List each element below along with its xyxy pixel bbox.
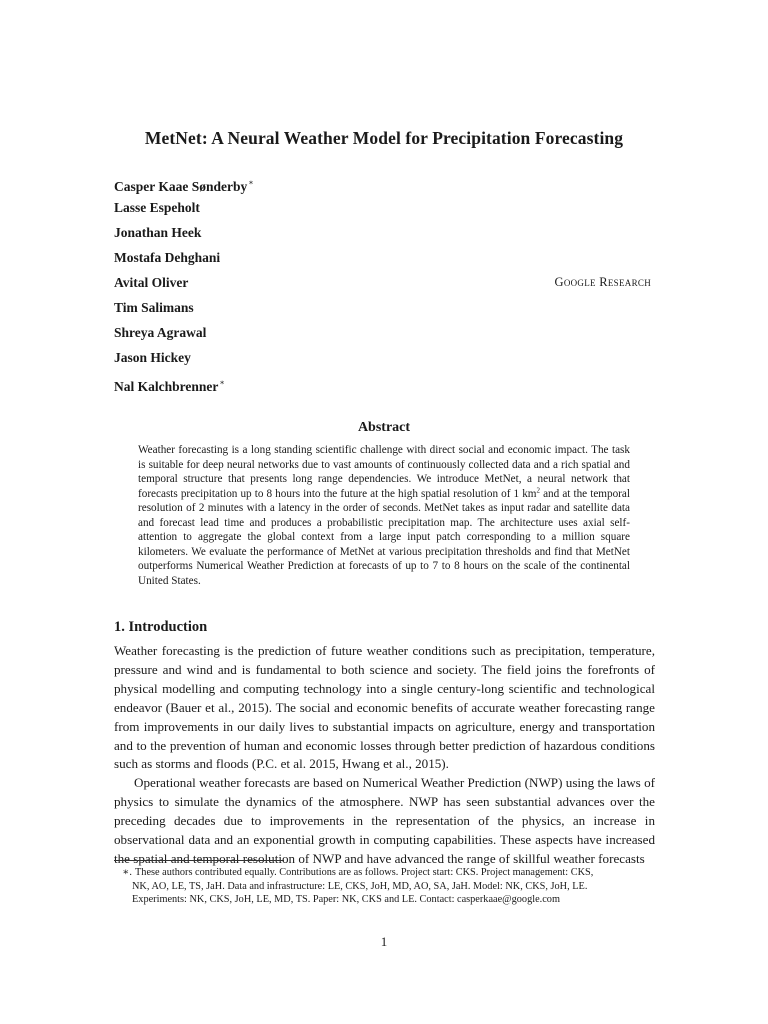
paper-title: MetNet: A Neural Weather Model for Precipitation Forecasting xyxy=(144,128,624,148)
footnote-mark: ∗. xyxy=(122,867,132,878)
paragraph: Operational weather forecasts are based on Numerical Weather Prediction (NWP) using the laws of physics to simulate the dynamics of the atmosphere. NWP has seen substantial advances over the preceding decades due to improvements in the representation of the physics, an increase in observational data and an exponential growth in computing capabilities. These aspects have increased the spatial and temporal resolution of NWP and have advanced the range of skillful weather forecasts xyxy=(114,775,655,866)
abstract-heading: Abstract xyxy=(357,420,411,435)
page-number: 1 xyxy=(380,934,388,949)
author-name: Casper Kaae Sønderby∗ xyxy=(114,178,254,194)
footnote-line: NK, AO, LE, TS, JaH. Data and infrastructure: LE, CKS, JoH, MD, AO, SA, JaH. Model: NK, CKS, JoH, LE. xyxy=(132,880,588,892)
abstract-text: Weather forecasting is a long standing scientific challenge with direct social and economic impact. The task is suitable for deep neural networks due to vast amounts of continuously collected data and a rich spatial and temporal structure that presents long range dependencies. We introduce MetNet, a neural network that forecasts precipitation up to 8 hours into the future at the high spatial resolution of 1 $km^2$ and at the temporal resolution of 2 minutes with a latency in the order of seconds. MetNet takes as input radar and satellite data and forecast lead time and produces a probabilistic precipitation map. The architecture uses axial self-attention to aggregate the global context from a large input patch corresponding to a million square kilometers. We evaluate the performance of MetNet at various precipitation thresholds and find that MetNet outperforms Numerical Weather Prediction at forecasts of up to 7 to 8 hours on the scale of the continental United States. xyxy=(138,444,630,587)
section-heading: 1. Introduction xyxy=(114,619,208,635)
author-name: Tim Salimans xyxy=(114,300,194,315)
author-name: Nal Kalchbrenner∗ xyxy=(114,378,225,394)
equal-contribution-mark: ∗ xyxy=(219,378,225,387)
author-name: Avital Oliver xyxy=(114,275,189,290)
superscript: 2 xyxy=(536,485,540,494)
author-name: Lasse Espeholt xyxy=(114,200,200,215)
paragraph: Weather forecasting is the prediction of future weather conditions such as precipitation, temperature, pressure and wind and is fundamental to both science and society. The field joins the forefronts of physical modelling and computing technology into a single century-long scientific and technological endeavor (Bauer et al., 2015). The social and economic benefits of accurate weather forecasting range from improvements in our daily lives to substantial impacts on agriculture, energy and transportation and to the prevention of human and economic losses through better prediction of hazardous conditions such as storms and floods (P.C. et al. 2015, Hwang et al., 2015). xyxy=(114,643,655,772)
section-body xyxy=(114,642,655,869)
author-list xyxy=(114,175,254,400)
footnote xyxy=(114,866,655,907)
affiliation: Google Research xyxy=(554,275,651,289)
author-name: Shreya Agrawal xyxy=(114,325,207,340)
equal-contribution-mark: ∗ xyxy=(248,178,254,187)
author-name: Jason Hickey xyxy=(114,350,191,365)
author-name: Mostafa Dehghani xyxy=(114,250,221,265)
footnote-line: Experiments: NK, CKS, JoH, LE, MD, TS. Paper: NK, CKS and LE. Contact: casperkaae@google.com xyxy=(132,894,560,905)
author-name: Jonathan Heek xyxy=(114,225,202,240)
footnote-rule xyxy=(114,860,284,861)
footnote-line: These authors contributed equally. Contributions are as follows. Project start: CKS. Project management: CKS, xyxy=(135,867,594,878)
